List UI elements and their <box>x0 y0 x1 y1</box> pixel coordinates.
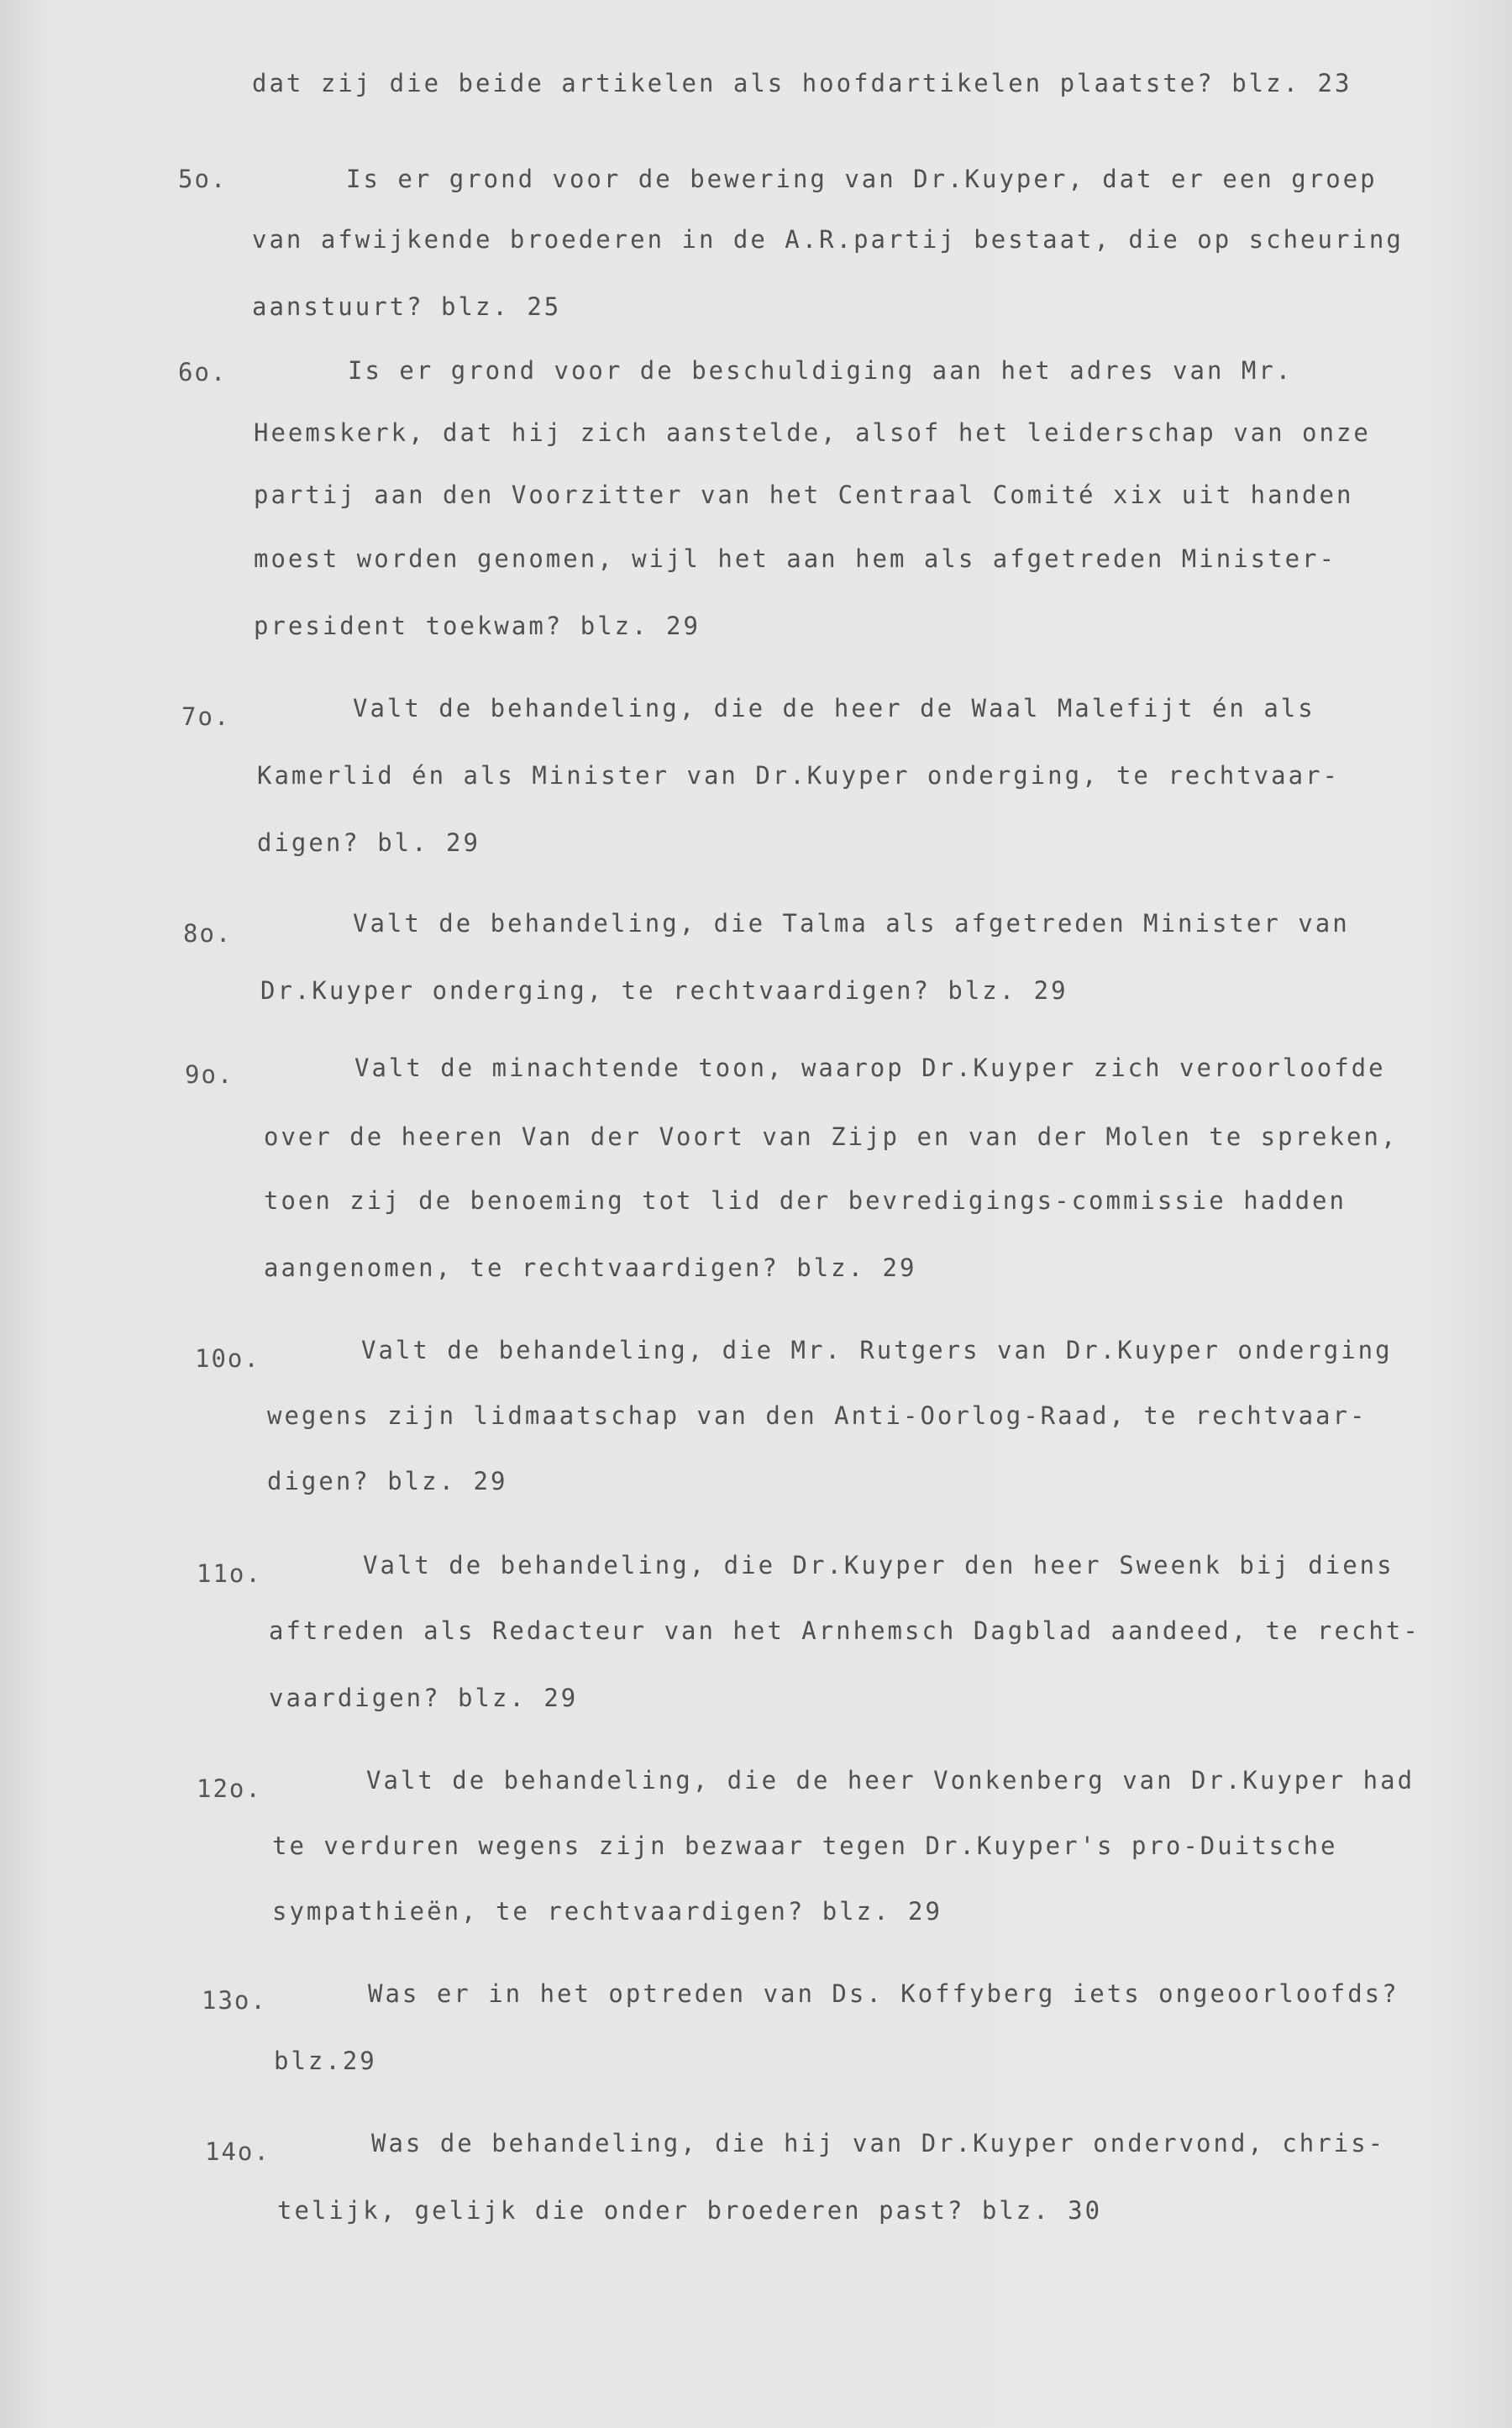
text-line: moest worden genomen, wijl het aan hem als afgetreden Minister- <box>254 544 1336 573</box>
text-line: Valt de behandeling, die de heer Vonkenberg van Dr.Kuyper had <box>366 1766 1415 1795</box>
item-number: 10o. <box>195 1344 260 1373</box>
text-line: wegens zijn lidmaatschap van den Anti-Oorlog-Raad, te rechtvaar- <box>267 1401 1368 1430</box>
text-line: dat zij die beide artikelen als hoofdartikelen plaatste? blz. 23 <box>252 69 1352 97</box>
text-line: digen? bl. 29 <box>257 828 480 857</box>
item-number: 7o. <box>181 702 231 731</box>
text-line: aangenomen, te rechtvaardigen? blz. 29 <box>264 1253 917 1282</box>
item-number: 8o. <box>183 919 233 948</box>
text-line: Was er in het optreden van Ds. Koffyberg iets ongeoorloofds? <box>368 1979 1399 2008</box>
text-line: toen zij de benoeming tot lid der bevredigings-commissie hadden <box>264 1186 1347 1215</box>
item-number: 13o. <box>202 1986 267 2015</box>
text-line: Is er grond voor de beschuldiging aan het adres van Mr. <box>348 356 1294 385</box>
text-line: Valt de behandeling, die de heer de Waal Malefijt én als <box>353 694 1315 723</box>
text-line: digen? blz. 29 <box>267 1467 508 1495</box>
text-line: telijk, gelijk die onder broederen past? blz. 30 <box>277 2196 1103 2225</box>
text-line: sympathieën, te rechtvaardigen? blz. 29 <box>272 1897 942 1926</box>
text-line: president toekwam? blz. 29 <box>254 612 701 640</box>
text-line: aftreden als Redacteur van het Arnhemsch Dagblad aandeed, te recht- <box>269 1616 1420 1645</box>
text-line: Kamerlid én als Minister van Dr.Kuyper onderging, te rechtvaar- <box>257 761 1340 790</box>
item-number: 12o. <box>197 1774 262 1803</box>
item-number: 5o. <box>178 165 228 193</box>
text-line: over de heeren Van der Voort van Zijp en van der Molen te spreken, <box>264 1122 1399 1151</box>
item-number: 9o. <box>185 1060 234 1089</box>
text-line: vaardigen? blz. 29 <box>269 1684 579 1712</box>
text-line: te verduren wegens zijn bezwaar tegen Dr.Kuyper's pro-Duitsche <box>272 1832 1338 1860</box>
text-line: Valt de behandeling, die Dr.Kuyper den heer Sweenk bij diens <box>363 1551 1394 1579</box>
text-line: Dr.Kuyper onderging, te rechtvaardigen? blz. 29 <box>260 976 1068 1005</box>
text-line: partij aan den Voorzitter van het Centraal Comité xix uit handen <box>254 481 1354 509</box>
text-line: Valt de behandeling, die Talma als afgetreden Minister van <box>353 909 1350 938</box>
text-line: Is er grond voor de bewering van Dr.Kuyper, dat er een groep <box>346 165 1378 193</box>
text-line: Was de behandeling, die hij van Dr.Kuyper ondervond, chris- <box>371 2129 1386 2157</box>
text-line: aanstuurt? blz. 25 <box>252 292 562 321</box>
item-number: 6o. <box>178 358 228 386</box>
text-line: Heemskerk, dat hij zich aanstelde, alsof het leiderschap van onze <box>254 418 1371 447</box>
text-line: blz.29 <box>274 2047 377 2075</box>
text-line: Valt de behandeling, die Mr. Rutgers van Dr.Kuyper onderging <box>361 1336 1393 1364</box>
item-number: 14o. <box>205 2137 270 2166</box>
text-line: van afwijkende broederen in de A.R.partij bestaat, die op scheuring <box>252 225 1404 254</box>
item-number: 11o. <box>197 1559 262 1588</box>
text-line: Valt de minachtende toon, waarop Dr.Kuyper zich veroorloofde <box>354 1054 1386 1082</box>
